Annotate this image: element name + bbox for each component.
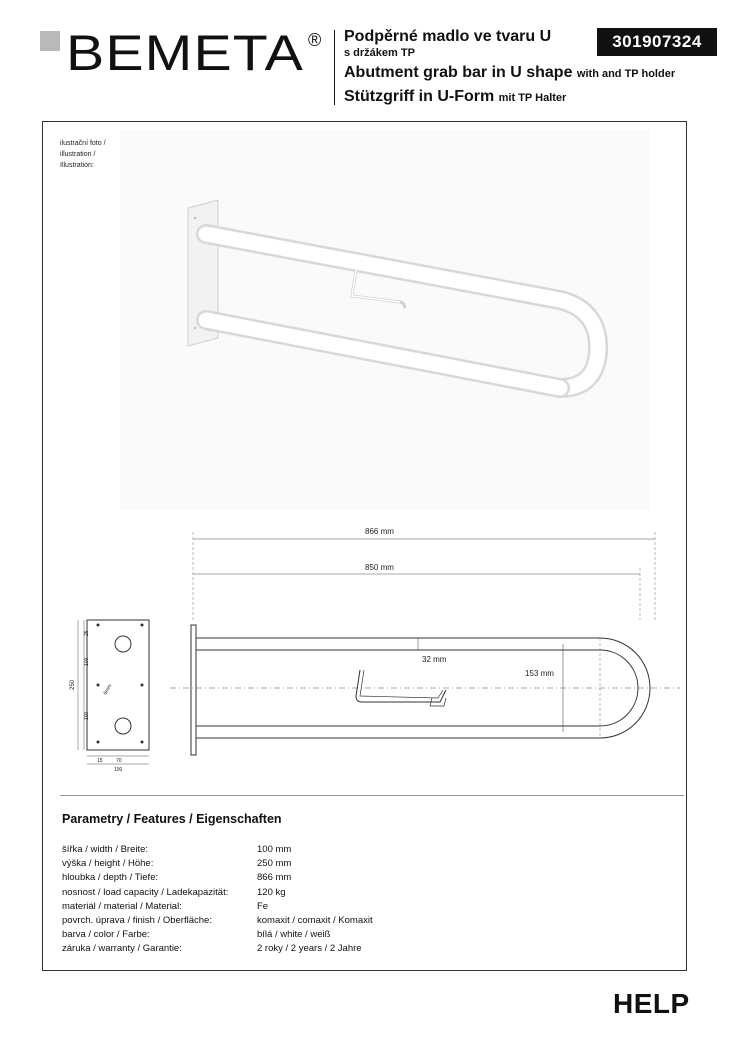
param-value: 866 mm <box>257 872 292 884</box>
series-name: HELP <box>613 988 690 1019</box>
header-divider <box>334 30 335 105</box>
param-row <box>62 900 373 914</box>
logo-square <box>40 31 60 51</box>
dim-866-label: 866 mm <box>365 527 394 536</box>
param-value: 120 kg <box>257 886 286 898</box>
plate-dim-100b: 100 <box>84 711 90 720</box>
param-label: povrch. úprava / finish / Oberfläche: <box>62 915 212 927</box>
param-row <box>62 928 373 942</box>
param-value: 100 mm <box>257 844 292 855</box>
param-row <box>62 914 373 928</box>
brand-logo <box>38 24 330 82</box>
param-row <box>62 886 373 900</box>
title-de <box>344 88 566 106</box>
subtitle-cz: s držákem TP <box>344 47 415 59</box>
param-row <box>62 942 373 956</box>
param-label: materiál / material / Material: <box>62 900 182 912</box>
dim-850-label: 850 mm <box>365 563 394 572</box>
plate-side-view <box>191 625 196 755</box>
param-value: bílá / white / weiß <box>257 929 331 941</box>
illustration-label-cz: ilustrační foto / <box>60 140 106 147</box>
param-value: 2 roky / 2 years / 2 Jahre <box>257 943 362 955</box>
illustration-label-en: illustration / <box>60 151 96 158</box>
title-de-main: Stützgriff in U-Form <box>344 88 495 105</box>
product-code-badge: 301907324 <box>597 28 717 56</box>
param-label: barva / color / Farbe: <box>62 929 150 941</box>
param-label: záruka / warranty / Garantie: <box>62 943 182 955</box>
brand-name: BEMETA <box>66 25 304 81</box>
param-row <box>62 843 373 857</box>
illustration-label-de: Illustration: <box>60 162 94 169</box>
title-en <box>344 64 675 82</box>
plate-dim-100a: 100 <box>84 657 90 666</box>
param-row <box>62 857 373 871</box>
param-label: hloubka / depth / Tiefe: <box>62 872 159 884</box>
dim-153-label: 153 mm <box>525 669 554 678</box>
title-de-suffix: mit TP Halter <box>498 92 567 104</box>
param-label: nosnost / load capacity / Ladekapazität: <box>62 886 229 898</box>
param-value: Fe <box>257 900 269 912</box>
plate-label-6mm: 6mm <box>102 683 114 696</box>
title-en-main: Abutment grab bar in U shape <box>344 64 573 81</box>
plate-dim-250: 250 <box>70 679 76 690</box>
plate-dim-70: 70 <box>116 758 122 764</box>
param-row <box>62 871 373 885</box>
illustration-label <box>60 138 106 171</box>
param-label: šířka / width / Breite: <box>62 844 149 855</box>
title-en-suffix: with and TP holder <box>576 68 676 80</box>
plate-dim-15: 15 <box>97 758 103 764</box>
plate-front-view <box>87 620 149 750</box>
section-divider <box>60 795 684 796</box>
title-cz: Podpěrné madlo ve tvaru U <box>344 28 552 45</box>
registered-mark: ® <box>308 30 322 50</box>
parameters-table <box>62 843 373 957</box>
parameters-title: Parametry / Features / Eigenschaften <box>62 812 282 826</box>
dim-32-label: 32 mm <box>422 655 447 664</box>
plate-dim-25: 25 <box>84 630 90 636</box>
param-value: komaxit / comaxit / Komaxit <box>257 915 373 927</box>
technical-drawing <box>60 520 680 780</box>
product-illustration <box>120 130 650 510</box>
param-label: výška / height / Höhe: <box>62 858 154 870</box>
param-value: 250 mm <box>257 858 292 870</box>
plate-dim-100c: 100 <box>114 767 123 773</box>
